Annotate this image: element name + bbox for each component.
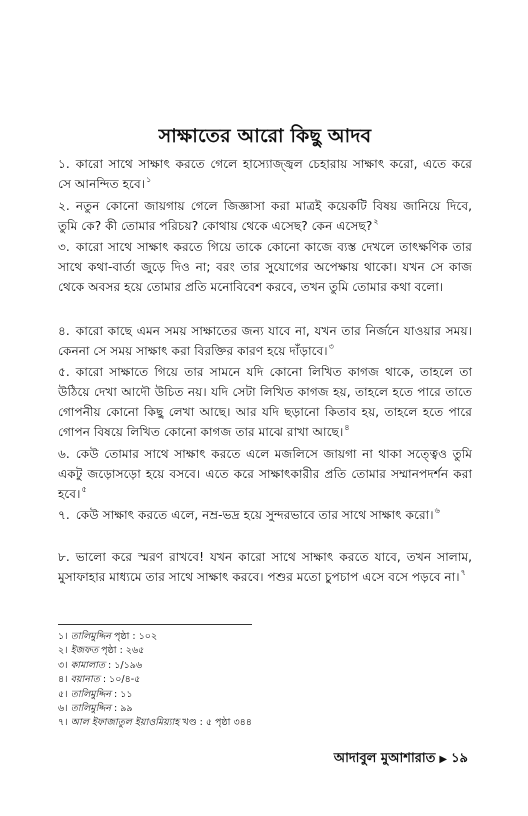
footnote-item: [58, 688, 472, 702]
footnote-list: [58, 630, 472, 731]
footnote-marker: ১: [146, 175, 152, 184]
paragraph-number: ৭.: [58, 508, 70, 522]
footnote-item: [58, 644, 472, 658]
footnote-number: ৪।: [58, 674, 68, 686]
book-page: [58, 0, 472, 816]
footnote-marker: ৭: [460, 568, 466, 577]
paragraph-number: ১.: [58, 157, 70, 171]
paragraph-text: কারো সাথে সাক্ষাৎ করতে গেলে হাস্যোজ্জ্বল চেহারায় সাক্ষাৎ করো, এতে করে সে আনন্দিত হবে।: [58, 157, 472, 191]
paragraph-2: [58, 196, 472, 236]
footnote-source-title: আল ইফাজাতুল ইয়াওমিয়্যাহ: [70, 717, 180, 729]
paragraph-text: কারো কাছে এমন সময় সাক্ষাতের জন্য যাবে না, যখন তার নির্জনে যাওয়ার সময়। কেননা সে সময় সাক্ষাৎ করা বিরক্তির কারণ হয়ে দাঁড়াবে।: [58, 324, 472, 358]
paragraph-number: ৮.: [58, 550, 70, 564]
footnote-number: ৫।: [58, 688, 68, 700]
paragraph-7: [58, 505, 472, 525]
footnote-number: ৭।: [58, 717, 68, 729]
footnote-marker: ৪: [344, 423, 350, 432]
footnote-reference: পৃষ্ঠা : ২৬৫: [101, 645, 145, 657]
footnote-source-title: তালিমুদ্দিন: [70, 688, 111, 700]
footnote-marker: ৩: [328, 342, 334, 351]
footnote-reference: : ১/১৯৬: [108, 659, 143, 671]
footnote-item: [58, 673, 472, 687]
paragraph-8: [58, 547, 472, 587]
paragraph-1: [58, 154, 472, 194]
paragraph-5: [58, 362, 472, 442]
footnote-reference: : ১০/৪-৫: [102, 674, 141, 686]
footnote-reference: খণ্ড : ৫ পৃষ্ঠা ৩৪৪: [182, 717, 252, 729]
footnote-marker: ৫: [81, 485, 87, 494]
footnote-item: [58, 630, 472, 644]
footnote-item: [58, 716, 472, 730]
footnote-number: ৬।: [58, 702, 68, 714]
paragraph-text: কেউ সাক্ষাৎ করতে এলে, নম্র-ভদ্র হয়ে সুন্দরভাবে তার সাথে সাক্ষাৎ করো।: [75, 508, 434, 522]
footnote-number: ৩।: [58, 659, 68, 671]
paragraph-text: কেউ তোমার সাথে সাক্ষাৎ করতে এলে মজলিসে জায়গা না থাকা সত্ত্বেও তুমি একটু জড়োসড়ো হয়ে বসবে। এতে করে সাক্ষাৎকারীর প্রতি তোমার সম্মানপদর্শন করা হবে।: [58, 447, 472, 501]
footnote-reference: : ৯৯: [114, 702, 133, 714]
footnote-marker: ২: [373, 217, 379, 226]
footnote-source-title: তালিমুদ্দিন: [70, 702, 111, 714]
paragraph-3: [58, 237, 472, 297]
paragraph-number: ৩.: [58, 240, 70, 254]
footnote-source-title: বয়ানাত: [70, 674, 100, 686]
footnote-number: ১।: [58, 631, 68, 642]
footnote-item: [58, 659, 472, 673]
paragraph-text: কারো সাক্ষাতে গিয়ে তার সামনে যদি কোনো লিখিত কাগজ থাকে, তাহলে তা উঠিয়ে দেখা আদৌ উচিত নয়। যদি সেটা লিখিত কাগজ হয়, তাহলে হতে পারে তাতে গোপনীয় কোনো কিছু লেখা আছে। আর যদি ছড়ানো কিতাব হয়, তাহলে হতে পারে গোপন বিষয়ে লিখিত কোনো কাগজ তার মাঝে রাখা আছে।: [58, 365, 472, 439]
page-number: ১৯: [451, 751, 468, 766]
footnote-marker: ৬: [434, 506, 440, 515]
paragraph-number: ৬.: [58, 447, 70, 461]
paragraph-number: ২.: [58, 199, 70, 213]
paragraph-4: [58, 321, 472, 361]
paragraph-number: ৫.: [58, 365, 70, 379]
footnote-source-title: ইজফত: [70, 645, 99, 657]
footer-book-title: আদাবুল মুআশারাত: [333, 751, 436, 766]
footnote-divider: [58, 624, 252, 625]
footnote-number: ২।: [58, 645, 68, 657]
triangle-right-icon: ▶: [439, 754, 448, 765]
footnote-item: [58, 702, 472, 716]
running-footer: [334, 749, 468, 770]
paragraph-text: কারো সাথে সাক্ষাৎ করতে গিয়ে তাকে কোনো কাজে ব্যস্ত দেখলে তাৎক্ষণিক তার সাথে কথা-বার্তা জুড়ে দিও না; বরং তার সুযোগের অপেক্ষায় থাকো। যখন সে কাজ থেকে অবসর হয়ে তোমার প্রতি মনোবিবেশ করবে, তখন তুমি তোমার কথা বলো।: [58, 240, 472, 294]
footnote-source-title: তালিমুদ্দিন: [70, 631, 111, 642]
paragraph-text: নতুন কোনো জায়গায় গেলে জিজ্ঞাসা করা মাত্রই কয়েকটি বিষয় জানিয়ে দিবে, তুমি কে? কী তোমার পরিচয়? কোথায় থেকে এসেছ? কেন এসেছ?: [58, 199, 472, 233]
page-title: সাক্ষাতের আরো কিছু আদব: [158, 125, 372, 147]
footnote-reference: : ১১: [114, 688, 133, 700]
paragraph-number: ৪.: [58, 324, 70, 338]
footnote-source-title: কামালাত: [70, 659, 106, 671]
paragraph-text: ভালো করে স্মরণ রাখবে! যখন কারো সাথে সাক্ষাৎ করতে যাবে, তখন সালাম, মুসাফাহার মাধ্যমে তার সাথে সাক্ষাৎ করবে। পশুর মতো চুপচাপ এসে বসে পড়বে না।: [58, 550, 472, 584]
footnote-reference: পৃষ্ঠা : ১০২: [114, 631, 158, 642]
paragraph-6: [58, 444, 472, 504]
